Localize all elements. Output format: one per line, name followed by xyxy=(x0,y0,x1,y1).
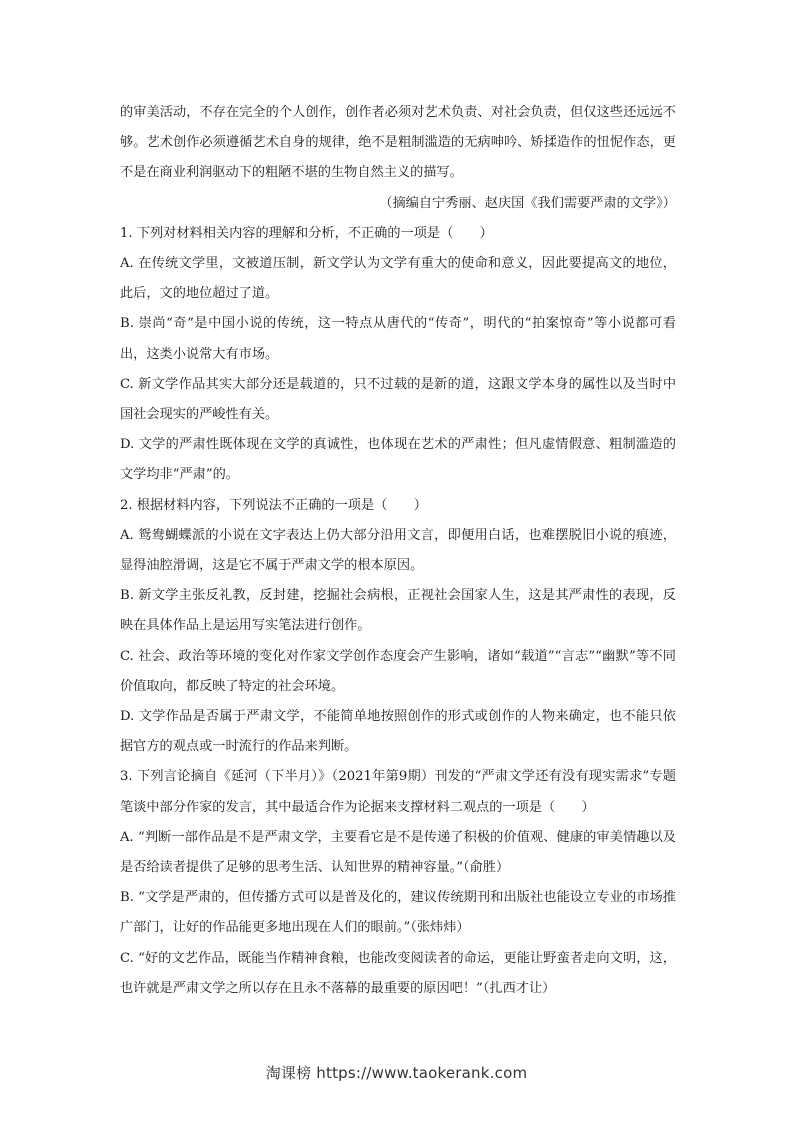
question-3-option-c: C. “好的文艺作品，既能当作精神食粮，也能改变阅读者的命运，更能让野蛮者走向文明，这，也许就是严肃文学之所以存在且永不落幕的最重要的原因吧！”（扎西才让） xyxy=(120,950,676,996)
question-3-option-b: B. “文学是严肃的，但传播方式可以是普及化的，建议传统期刊和出版社也能设立专业的市场推广部门，让好的作品能更多地出现在人们的眼前。”（张炜炜） xyxy=(120,890,676,936)
source-citation: （摘编自宁秀丽、赵庆国《我们需要严肃的文学》） xyxy=(379,195,676,211)
question-2-option-d: D. 文学作品是否属于严肃文学，不能简单地按照创作的形式或创作的人物来确定，也不能只依据官方的观点或一时流行的作品来判断。 xyxy=(120,709,676,755)
question-1-option-b: B. 崇尚“奇”是中国小说的传统，这一特点从唐代的“传奇”，明代的“拍案惊奇”等小说都可看出，这类小说常大有市场。 xyxy=(120,316,676,362)
question-2-option-c: C. 社会、政治等环境的变化对作家文学创作态度会产生影响，诸如“载道”“言志”“幽默”等不同价值取向，都反映了特定的社会环境。 xyxy=(120,648,676,694)
question-3-option-a: A. “判断一部作品是不是严肃文学，主要看它是不是传递了积极的价值观、健康的审美情趣以及是否给读者提供了足够的思考生活、认知世界的精神容量。”（俞胜） xyxy=(120,829,676,876)
question-2-option-b: B. 新文学主张反礼教，反封建，挖掘社会病根，正视社会国家人生，这是其严肃性的表现，反映在具体作品上是运用写实笔法进行创作。 xyxy=(120,588,676,634)
question-3-stem: 3. 下列言论摘自《延河（下半月）》（2021年第9期）刊发的“严肃文学还有没有现实需求”专题笔谈中部分作家的发言，其中最适合作为论据来支撑材料二观点的一项是（ ） xyxy=(120,769,676,815)
question-1-option-d: D. 文学的严肃性既体现在文学的真诚性，也体现在艺术的严肃性；但凡虚情假意、粗制滥造的文学均非“严肃”的。 xyxy=(120,437,676,483)
page-content xyxy=(120,98,676,1004)
question-1-option-c: C. 新文学作品其实大部分还是载道的，只不过载的是新的道，这跟文学本身的属性以及当时中国社会现实的严峻性有关。 xyxy=(120,376,676,423)
passage-tail: 的审美活动，不存在完全的个人创作，创作者必须对艺术负责、对社会负责，但仅这些还远远不够。艺术创作必须遵循艺术自身的规律，绝不是粗制滥造的无病呻吟、矫揉造作的忸怩作态，更不是在商业利润驱动下的粗陋不堪的生物自然主义的描写。 xyxy=(120,105,676,181)
footer-watermark: 淘课榜 https://www.taokerank.com xyxy=(265,1064,528,1082)
question-1-option-a: A. 在传统文学里，文被道压制，新文学认为文学有重大的使命和意义，因此要提高文的地位，此后，文的地位超过了道。 xyxy=(120,256,676,302)
question-1-stem: 1. 下列对材料相关内容的理解和分析，不正确的一项是（ ） xyxy=(120,225,493,241)
question-2-stem: 2. 根据材料内容，下列说法不正确的一项是（ ） xyxy=(120,497,427,513)
question-2-option-a: A. 鸳鸯蝴蝶派的小说在文字表达上仍大部分沿用文言，即便用白话，也难摆脱旧小说的痕迹，显得油腔滑调，这是它不属于严肃文学的根本原因。 xyxy=(120,527,676,574)
